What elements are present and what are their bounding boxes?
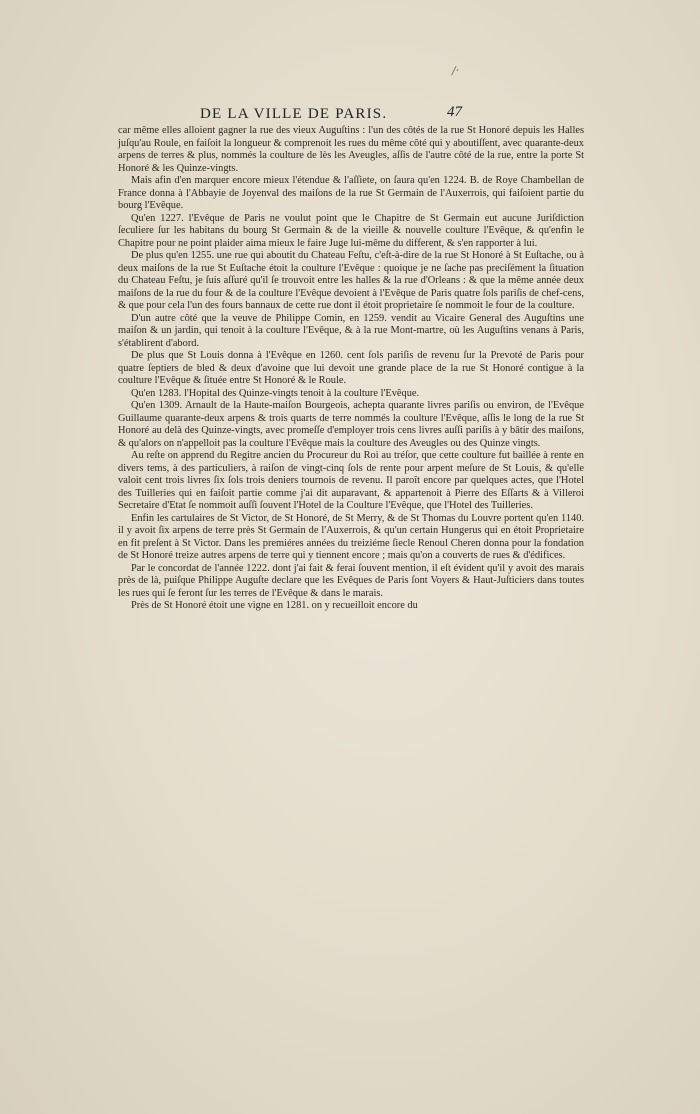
paragraph: De plus que St Louis donna à l'Evêque en 1260. cent ſols pariſis de revenu ſur la Prevoté de Paris pour quatre ſeptiers de bled & deux d'avoine que lui devoit une grande place de la rue St Honoré contigue à la coulture l'Evêque & ſituée entre St Honoré & le Roule.	[118, 350, 584, 386]
paragraph: Par le concordat de l'année 1222. dont j'ai fait & ferai ſouvent mention, il eſt évident qu'il y avoit des marais près de là, puiſque Philippe Auguſte declare que les Evêques de Paris ſont Voyers & Haut-Juſticiers dans toutes les rues qui ſe feront ſur les terres de l'Evêque & dans le marais.	[118, 562, 584, 599]
paragraph: Près de St Honoré étoit une vigne en 1281. on y recueilloit encore du	[131, 600, 418, 611]
paragraph: car même elles alloient gagner la rue des vieux Auguſtins : l'un des côtés de la rue St Honoré depuis les Halles juſqu'au Roule, en faiſoit la longueur & comprenoit les rues du même côté qui y aboutiſſent, avec quarante-deux arpens de terres & plus, nommés la coulture de lès les Aveugles, aſſis de l'autre côté de la rue, entre la porte St Honoré & les Quinze-vingts.	[118, 125, 584, 174]
paragraph: Au reſte on apprend du Regitre ancien du Procureur du Roi au tréſor, que cette coulture fut baillée à rente en divers tems, à des particuliers, à raiſon de vingt-cinq ſols de rente pour arpent meſure de St Louis, & qu'elle valoit cent trois livres ſix ſols trois deniers tournois de revenu. Il paroît encore par quelques actes, que l'Hotel des Tuilleries qui en faiſoit partie comme j'ai dit auparavant, & appartenoit à Pierre des Eſſarts & à Villeroi Secretaire d'Etat ſe nommoit auſſi ſouvent l'Hotel de la Coulture l'Evêque, que l'Hotel des Tuilleries.	[118, 450, 584, 511]
paragraph: Qu'en 1283. l'Hopital des Quinze-vingts tenoit à la coulture l'Evêque.	[131, 387, 420, 399]
paragraph: Mais afin d'en marquer encore mieux l'étendue & l'aſſiete, on ſaura qu'en 1224. B. de Roye Chambellan de France donna à l'Abbayie de Joyenval des maiſons de la rue St Germain de l'Auxerrois, qui faiſoient partie du bourg l'Evêque.	[118, 175, 584, 211]
paragraph: Qu'en 1227. l'Evêque de Paris ne voulut point que le Chapitre de St Germain eut aucune Juriſdiction ſeculiere ſur les habitans du bourg St Germain & de la vieille & nouvelle coulture l'Evêque, & qu'enfin le Chapitre pour ne point plaider aima mieux le faire Juge lui-même du different, & s'en rapporter à lui.	[118, 212, 584, 249]
page-mark: /·	[452, 64, 460, 77]
paragraph: De plus qu'en 1255. une rue qui aboutit du Chateau Feſtu, c'eſt-à-dire de la rue St Honoré à St Euſtache, ou à deux maiſons de la rue St Euſtache étoit la coulture l'Evêque : quoique je ne ſache pas preciſément la ſituation du Chateau Feſtu, je ſuis aſſuré qu'il ſe trouvoit entre les halles & la rue d'Orleans : & que la même année deux maiſons de la rue du four & de la coulture l'Evêque devoient à l'Evêque de Paris quatre ſols pariſis de chef-cens, & que pour cela l'un des fours bannaux de cette rue dont il étoit proprietaire ſe nommoit le four de la coulture.	[118, 250, 584, 311]
paragraph: D'un autre côté que la veuve de Philippe Comin, en 1259. vendit au Vicaire General des Auguſtins une maiſon & un jardin, qui tenoit à la coulture l'Evêque, & à la rue Mont-martre, où les Auguſtins venans à Paris, s'établirent d'abord.	[118, 312, 584, 349]
body-text	[118, 125, 584, 613]
paragraph: Qu'en 1309. Arnault de la Haute-maiſon Bourgeois, achepta quarante livres pariſis ou environ, de l'Evêque Guillaume quarante-deux arpens & trois quarts de terre nommés la coulture l'Evêque, aſſis le long de la rue St Honoré au delà des Quinze-vingts, avec promeſſe d'employer trois cens livres auſſi pariſis à y bâtir des maiſons, & qu'alors on n'appelloit pas la coulture l'Evêque mais la coulture des Aveugles ou des Quinze vingts.	[118, 400, 584, 449]
page-number: 47	[447, 104, 462, 120]
running-title: DE LA VILLE DE PARIS.	[200, 106, 388, 122]
paragraph: Enfin les cartulaires de St Victor, de St Honoré, de St Merry, & de St Thomas du Louvre portent qu'en 1140. il y avoit ſix arpens de terre près St Germain de l'Auxerrois, & qu'un certain Hungerus qui en étoit Proprietaire en fit preſent à St Victor. Dans les premiéres années du treiziéme ſiecle Renoul Cheren donna pour la fondation de St Honoré treize autres arpens de terre qui y tiennent encore ; mais qu'on a couverts de rues & d'édifices.	[118, 512, 584, 561]
